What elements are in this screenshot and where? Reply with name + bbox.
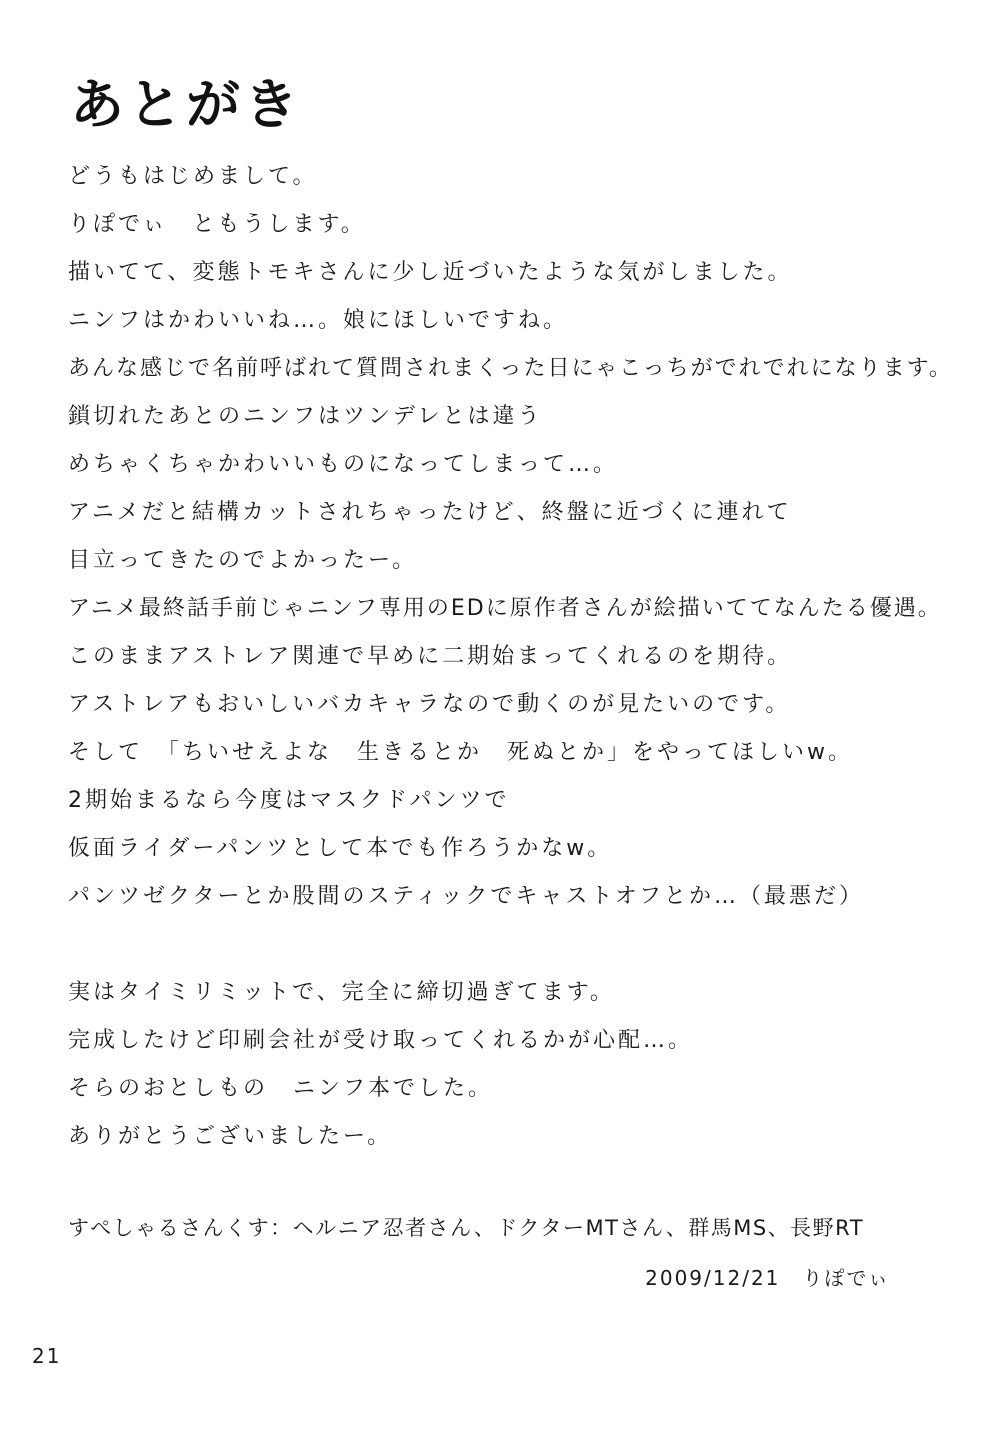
body-line: 仮面ライダーパンツとして本でも作ろうかなw。 <box>68 836 613 861</box>
body-line: そして 「ちいせえよな 生きるとか 死ぬとか」をやってほしいw。 <box>68 740 853 765</box>
body-line: あんな感じで名前呼ばれて質問されまくった日にゃこっちがでれでれになります。 <box>68 356 953 381</box>
body-line: アストレアもおいしいバカキャラなので動くのが見たいのです。 <box>68 692 791 717</box>
body-line: 2期始まるなら今度はマスクドパンツで <box>68 788 510 813</box>
date-signature: 2009/12/21 りぽでぃ <box>645 1266 890 1290</box>
body-line: 完成したけど印刷会社が受け取ってくれるかが心配…。 <box>68 1028 694 1053</box>
page-number: 21 <box>32 1344 62 1368</box>
special-thanks: すぺしゃるさんくす：ヘルニア忍者さん、ドクターMTさん、群馬MS、長野RT <box>68 1216 865 1240</box>
body-line: パンツゼクターとか股間のスティックでキャストオフとか…（最悪だ） <box>68 884 865 909</box>
body-line: 実はタイミリミットで、完全に締切過ぎてます。 <box>68 980 615 1005</box>
body-line: そらのおとしもの ニンフ本でした。 <box>68 1076 494 1101</box>
body-line: 鎖切れたあとのニンフはツンデレとは違う <box>68 404 543 429</box>
body-line: めちゃくちゃかわいいものになってしまって…。 <box>68 452 619 477</box>
body-line: ニンフはかわいいね…。娘にほしいですね。 <box>68 308 569 333</box>
body-line: りぽでぃ ともうします。 <box>68 212 366 237</box>
body-line: アニメ最終話手前じゃニンフ専用のEDに原作者さんが絵描いててなんたる優遇。 <box>68 596 942 621</box>
page-title: あとがき <box>70 73 302 136</box>
body-line: 目立ってきたのでよかったー。 <box>68 548 418 573</box>
body-line: ありがとうございましたー。 <box>68 1124 393 1149</box>
body-line: このままアストレア関連で早めに二期始まってくれるのを期待。 <box>68 644 793 669</box>
body-line: アニメだと結構カットされちゃったけど、終盤に近づくに連れて <box>68 500 792 525</box>
body-line: 描いてて、変態トモキさんに少し近づいたような気がしました。 <box>68 260 793 285</box>
body-line: どうもはじめまして。 <box>68 164 318 189</box>
